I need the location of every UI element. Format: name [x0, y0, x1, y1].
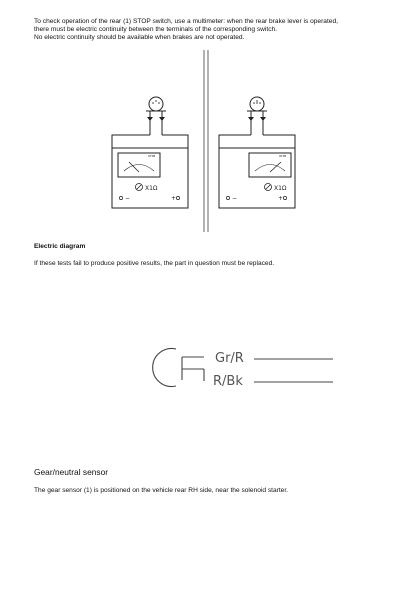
electric-diagram-heading: Electric diagram	[34, 243, 86, 250]
multimeter-diagram-right	[219, 97, 295, 208]
wire-label-1: Gr/R	[215, 351, 244, 366]
gear-sensor-text: The gear sensor (1) is positioned on the vehicle rear RH side, near the solenoid starter.	[34, 487, 288, 494]
wire-label-2: R/Bk	[213, 374, 243, 389]
intro-line-1: To check operation of the rear (1) STOP switch, use a multimeter: when the rear brake lever is operated,	[34, 18, 338, 25]
ohm-mark: OHM	[148, 154, 156, 158]
plus-sign: +	[278, 195, 284, 202]
switch-bulb-icon	[149, 97, 163, 111]
minus-sign: −	[232, 195, 238, 202]
intro-line-3: No electric continuity should be available when brakes are not operated.	[34, 34, 245, 42]
intro-line-2: there must be electric continuity between the terminals of the corresponding switch.	[34, 26, 277, 34]
multimeter-diagram-left	[112, 97, 188, 208]
ohm-mark: OHM	[279, 154, 287, 158]
plus-sign: +	[171, 195, 177, 202]
scale-label: X1Ω	[145, 185, 158, 192]
scale-label: X1Ω	[274, 185, 287, 192]
switch-wiring-diagram	[153, 348, 333, 389]
fail-note: If these tests fail to produce positive results, the part in question must be replaced.	[34, 260, 275, 267]
section-title: Gear/neutral sensor	[34, 467, 109, 477]
switch-symbol	[153, 348, 176, 386]
minus-sign: −	[125, 195, 131, 202]
